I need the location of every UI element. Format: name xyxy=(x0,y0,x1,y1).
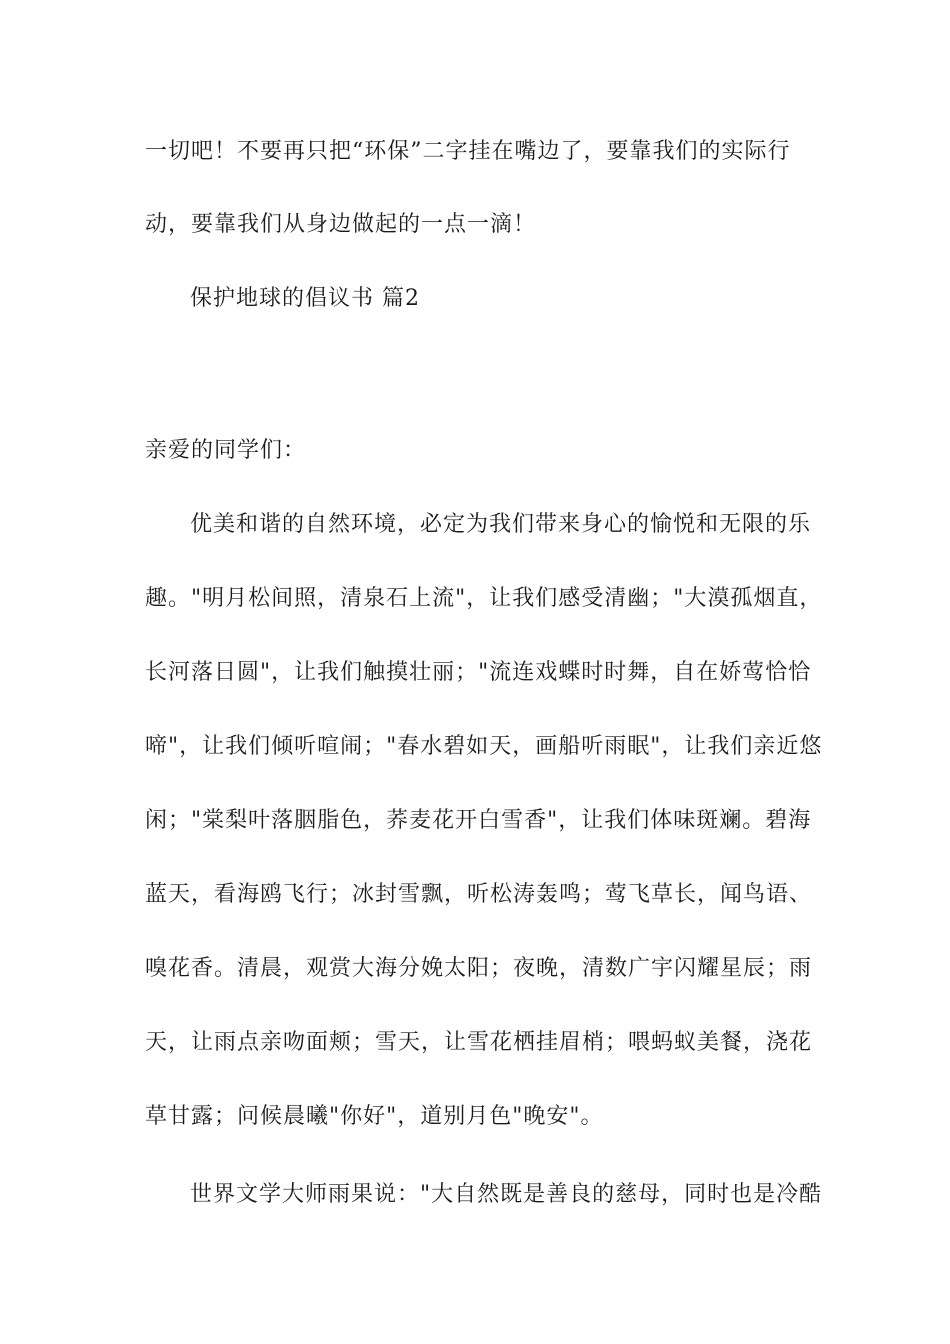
section-heading: 保护地球的倡议书 篇2 xyxy=(190,286,420,311)
text-line: 天，让雨点亲吻面颊；雪天，让雪花栖挂眉梢；喂蚂蚁美餐，浇花 xyxy=(145,1030,813,1055)
text-line: 闲；"棠梨叶落胭脂色，荞麦花开白雪香"，让我们体味斑斓。碧海 xyxy=(145,808,812,833)
text-line: 一切吧！不要再只把“环保”二字挂在嘴边了，要靠我们的实际行 xyxy=(145,139,791,164)
text-line: 世界文学大师雨果说："大自然既是善良的慈母，同时也是冷酷 xyxy=(190,1182,823,1207)
text-line: 蓝天，看海鸥飞行；冰封雪飘，听松涛轰鸣；莺飞草长，闻鸟语、 xyxy=(145,882,813,907)
text-line: 啼"，让我们倾听喧闹；"春水碧如天，画船听雨眠"，让我们亲近悠 xyxy=(145,734,823,759)
text-line: 草甘露；问候晨曦"你好"，道别月色"晚安"。 xyxy=(145,1104,604,1129)
text-line: 优美和谐的自然环境，必定为我们带来身心的愉悦和无限的乐 xyxy=(190,512,812,537)
salutation: 亲爱的同学们： xyxy=(145,438,307,463)
text-line: 动，要靠我们从身边做起的一点一滴！ xyxy=(145,212,537,237)
text-line: 嗅花香。清晨，观赏大海分娩太阳；夜晚，清数广宇闪耀星辰；雨 xyxy=(145,956,813,981)
text-line: 长河落日圆"，让我们触摸壮丽；"流连戏蝶时时舞，自在娇莺恰恰 xyxy=(145,660,812,685)
text-line: 趣。"明月松间照，清泉石上流"，让我们感受清幽；"大漠孤烟直， xyxy=(145,586,823,611)
